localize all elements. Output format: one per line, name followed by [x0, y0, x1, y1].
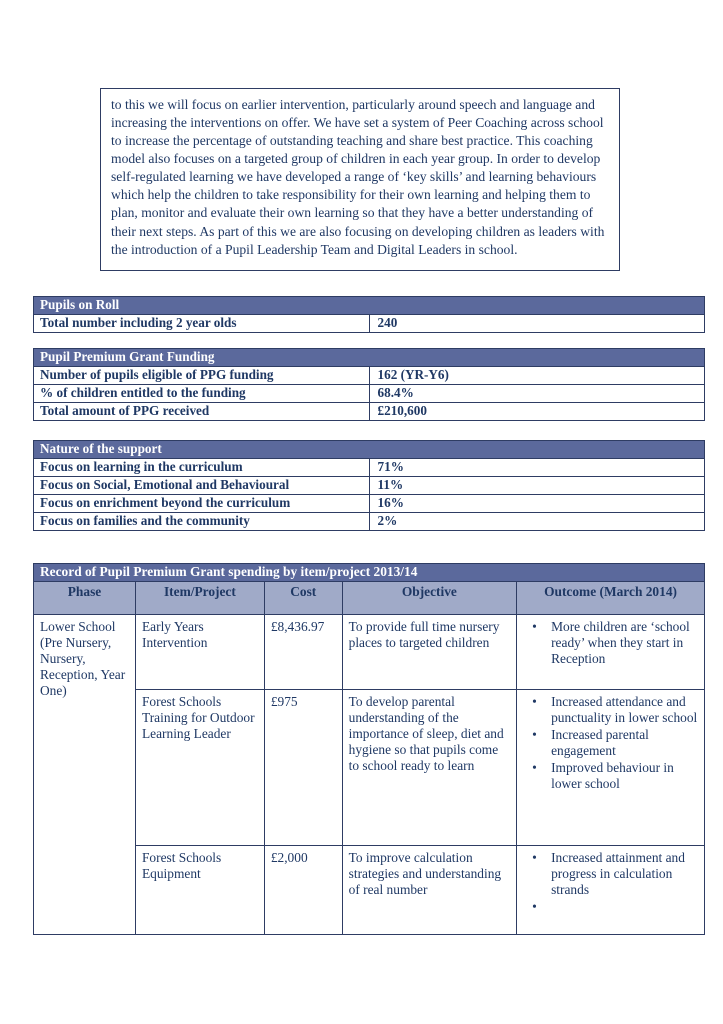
outcome-list [523, 619, 698, 667]
outcome-item: • Improved behaviour in lower school [523, 760, 698, 792]
objective-cell: To improve calculation strategies and understanding of real number [342, 846, 516, 935]
row-label: Number of pupils eligible of PPG funding [34, 367, 370, 385]
pupils-on-roll-table [33, 296, 705, 333]
outcome-cell [517, 690, 705, 846]
table-title-row [34, 297, 705, 315]
table-row [34, 477, 705, 495]
ppg-funding-table [33, 348, 705, 421]
table-row [34, 367, 705, 385]
outcome-item: • More children are ‘school ready’ when they start in Reception [523, 619, 698, 667]
row-value: 16% [369, 495, 705, 513]
spending-table [33, 563, 705, 935]
item-cell: Forest Schools Training for Outdoor Learning Leader [135, 690, 264, 846]
spending-table-title: Record of Pupil Premium Grant spending by item/project 2013/14 [34, 564, 705, 582]
pupils-on-roll-title: Pupils on Roll [34, 297, 705, 315]
row-value: 71% [369, 459, 705, 477]
row-value: 2% [369, 513, 705, 531]
table-row [34, 495, 705, 513]
row-label: Total amount of PPG received [34, 403, 370, 421]
nature-of-support-title: Nature of the support [34, 441, 705, 459]
outcome-item: • Increased parental engagement [523, 727, 698, 759]
row-label: Focus on families and the community [34, 513, 370, 531]
column-header-item: Item/Project [135, 582, 264, 615]
row-label: Focus on learning in the curriculum [34, 459, 370, 477]
table-row [34, 315, 705, 333]
table-title-row [34, 349, 705, 367]
outcome-list [523, 850, 698, 916]
column-header-row [34, 582, 705, 615]
outcome-item: • Increased attainment and progress in calculation strands [523, 850, 698, 898]
table-row [34, 513, 705, 531]
item-cell: Forest Schools Equipment [135, 846, 264, 935]
item-cell: Early Years Intervention [135, 615, 264, 690]
outcome-item: • Increased attendance and punctuality in lower school [523, 694, 698, 726]
row-label: Total number including 2 year olds [34, 315, 370, 333]
table-title-row [34, 441, 705, 459]
row-label: % of children entitled to the funding [34, 385, 370, 403]
outcome-item [523, 899, 698, 916]
table-row [34, 615, 705, 690]
row-value: 240 [369, 315, 705, 333]
outcome-cell [517, 615, 705, 690]
cost-cell: £975 [264, 690, 342, 846]
nature-of-support-table [33, 440, 705, 531]
outcome-cell [517, 846, 705, 935]
ppg-funding-title: Pupil Premium Grant Funding [34, 349, 705, 367]
outcome-list [523, 694, 698, 792]
table-row [34, 459, 705, 477]
table-row [34, 385, 705, 403]
column-header-cost: Cost [264, 582, 342, 615]
column-header-outcome: Outcome (March 2014) [517, 582, 705, 615]
phase-cell: Lower School (Pre Nursery, Nursery, Reception, Year One) [34, 615, 136, 935]
cost-cell: £8,436.97 [264, 615, 342, 690]
row-label: Focus on enrichment beyond the curriculum [34, 495, 370, 513]
objective-cell: To provide full time nursery places to targeted children [342, 615, 516, 690]
row-label: Focus on Social, Emotional and Behavioural [34, 477, 370, 495]
intro-paragraph: to this we will focus on earlier intervention, particularly around speech and language and increasing the interventions on offer. We have set a system of Peer Coaching across school to increase the percentage of outstanding teaching and share best practice. This coaching model also focuses on a targeted group of children in each year group. In order to develop self-regulated learning we have developed a range of ‘key skills’ and learning behaviours which help the children to take responsibility for their own learning and helping them to plan, monitor and evaluate their own learning so that they have a better understanding of their next steps. As part of this we are also focusing on developing children as leaders with the introduction of a Pupil Leadership Team and Digital Leaders in school. [111, 97, 605, 257]
row-value: 162 (YR-Y6) [369, 367, 705, 385]
objective-cell: To develop parental understanding of the importance of sleep, diet and hygiene so that pupils come to school ready to learn [342, 690, 516, 846]
column-header-objective: Objective [342, 582, 516, 615]
row-value: 68.4% [369, 385, 705, 403]
row-value: 11% [369, 477, 705, 495]
table-row [34, 403, 705, 421]
row-value: £210,600 [369, 403, 705, 421]
table-title-row [34, 564, 705, 582]
cost-cell: £2,000 [264, 846, 342, 935]
intro-paragraph-box [100, 88, 620, 271]
column-header-phase: Phase [34, 582, 136, 615]
